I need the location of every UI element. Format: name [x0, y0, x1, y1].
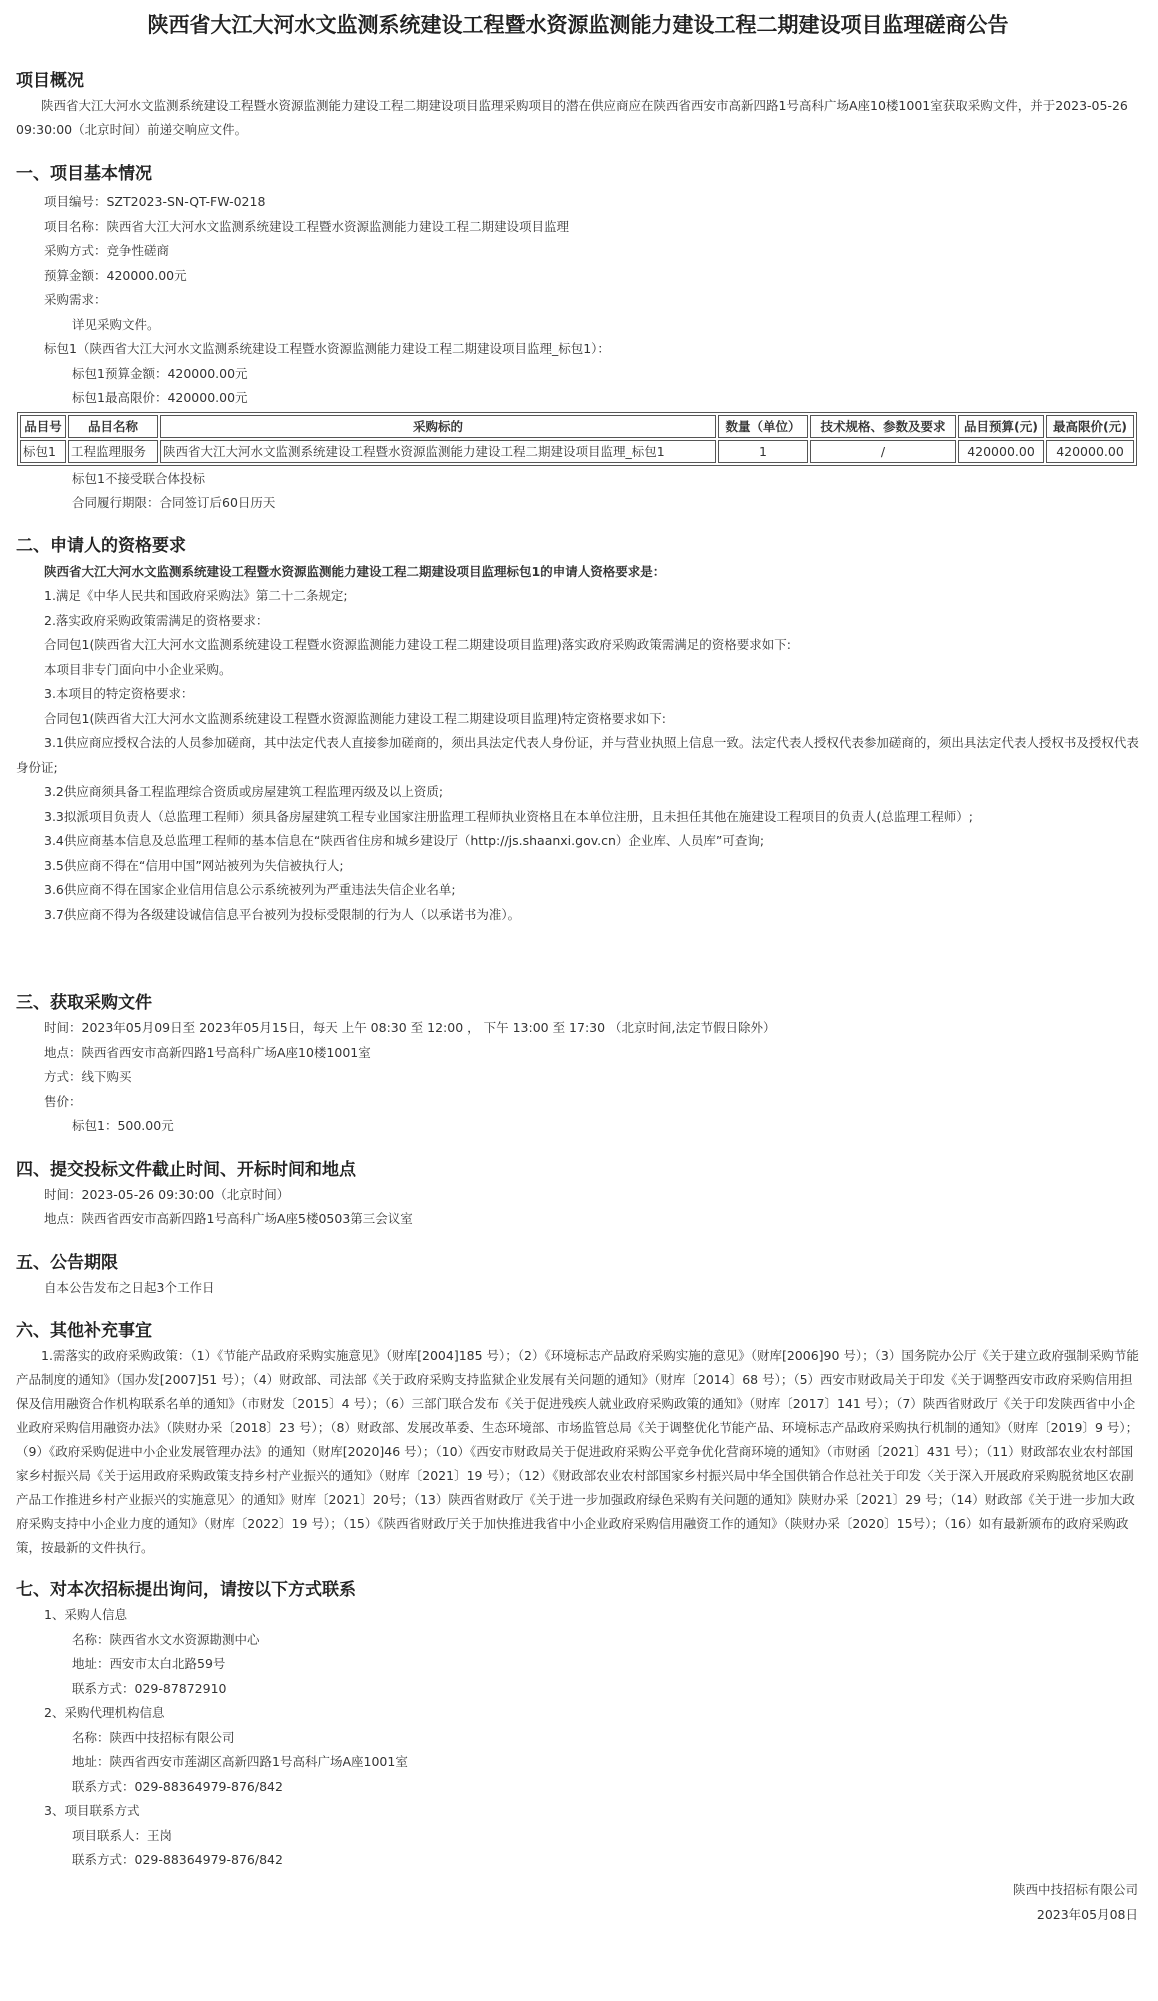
table-header: 数量（单位） [718, 415, 808, 438]
document-method: 方式：线下购买 [44, 1069, 132, 1084]
document-price: 标包1：500.00元 [72, 1118, 174, 1133]
package-budget: 标包1预算金额：420000.00元 [72, 365, 248, 381]
table-cell: 标包1 [20, 440, 66, 463]
qualification-item: 3.1供应商应授权合法的人员参加磋商，其中法定代表人直接参加磋商的，须出具法定代表人身份证，并与营业执照上信息一致。法定代表人授权代表参加磋商的，须出具法定代表人授权书及授权代表身份证; [16, 735, 1139, 775]
table-cell: 陕西省大江大河水文监测系统建设工程暨水资源监测能力建设工程二期建设项目监理_标包1 [160, 440, 716, 463]
procurement-method: 采购方式：竞争性磋商 [44, 243, 170, 258]
purchaser-info-title: 1、采购人信息 [44, 1607, 127, 1622]
notice-period: 自本公告发布之日起3个工作日 [44, 1279, 215, 1295]
policy-text: 1.需落实的政府采购政策：（1）《节能产品政府采购实施意见》（财库[2004]185 号）；（2）《环境标志产品政府采购实施的意见》（财库[2006]90 号）；（3）国务院办公厅《关于建立政府强制采购节能产品制度的通知》（国办发[2007]51 号）；（4）财政部、司法部《关于政府采购支持监狱企业发展有关问题的通知》（财库〔2014〕68 号）；（5）西安市财政局关于印发《关于调整西安市政府采购信用担保及信用融资合作机构联系名单的通知》（市财发〔2015〕4 号）；（6）三部门联合发布《关于促进残疾人就业政府采购政策的通知》（财库〔2017〕141 号）；（7）陕西省财政厅《关于印发陕西省中小企业政府采购信用融资办法》（陕财办采〔2018〕23 号）；（8）财政部、发展改革委、生态环境部、市场监管总局《关于调整优化节能产品、环境标志产品政府采购执行机制的通知》（财库〔2019〕9 号）；（9）《政府采购促进中小企业发展管理办法》的通知（财库[2020]46 号）；（10）《西安市财政局关于促进政府采购公平竞争优化营商环境的通知》（市财函〔2021〕431 号）；（11）财政部农业农村部国家乡村振兴局《关于运用政府采购政策支持乡村产业振兴的通知》（财库〔2021〕19 号）；（12）《财政部农业农村部国家乡村振兴局中华全国供销合作总社关于印发〈关于深入开展政府采购脱贫地区农副产品工作推进乡村产业振兴的实施意见〉的通知》财库〔2021〕20号；（13）陕西省财政厅《关于进一步加强政府绿色采购有关问题的通知》陕财办采〔2021〕29 号；（14）财政部《关于进一步加大政府采购支持中小企业力度的通知》（财库〔2022〕19 号）；（15）《陕西省财政厅关于加快推进我省中小企业政府采购信用融资工作的通知》（陕财办采〔2020〕15号）；（16）如有最新颁布的政府采购政策，按最新的文件执行。 [16, 1348, 1139, 1555]
section1-heading: 一、项目基本情况 [16, 164, 152, 184]
submission-time: 时间：2023-05-26 09:30:00（北京时间） [44, 1186, 290, 1202]
qualification-item: 3.3拟派项目负责人（总监理工程师）须具备房屋建筑工程专业国家注册监理工程师执业资格且在本单位注册，且未担任其他在施建设工程项目的负责人(总监理工程师）; [44, 808, 973, 824]
qualification-item: 本项目非专门面向中小企业采购。 [44, 661, 232, 677]
qualification-item: 合同包1(陕西省大江大河水文监测系统建设工程暨水资源监测能力建设工程二期建设项目监理)落实政府采购政策需满足的资格要求如下: [44, 637, 791, 652]
table-header: 品目名称 [68, 415, 158, 438]
qualification-intro: 陕西省大江大河水文监测系统建设工程暨水资源监测能力建设工程二期建设项目监理标包1的申请人资格要求是： [44, 563, 666, 579]
table-cell: 420000.00 [958, 440, 1044, 463]
document-time: 时间：2023年05月09日至 2023年05月15日，每天 上午 08:30 至 12:00 ， 下午 13:00 至 17:30 （北京时间,法定节假日除外） [44, 1020, 776, 1035]
package-title: 标包1（陕西省大江大河水文监测系统建设工程暨水资源监测能力建设工程二期建设项目监理_标包1）： [44, 341, 610, 356]
overview-heading: 项目概况 [16, 71, 84, 91]
document-price-label: 售价： [44, 1093, 82, 1109]
table-header: 技术规格、参数及要求 [810, 415, 956, 438]
overview-text: 陕西省大江大河水文监测系统建设工程暨水资源监测能力建设工程二期建设项目监理采购项目的潜在供应商应在陕西省西安市高新四路1号高科广场A座10楼1001室获取采购文件，并于2023-05-26 09:30:00（北京时间）前递交响应文件。 [16, 98, 1128, 137]
signature-date: 2023年05月08日 [1036, 1906, 1138, 1922]
project-contact-person: 项目联系人：王岗 [72, 1827, 173, 1843]
table-header: 品目号 [20, 415, 66, 438]
table-header-row [20, 415, 1134, 438]
table-cell: 1 [718, 440, 808, 463]
purchaser-contact: 联系方式：029-87872910 [72, 1680, 227, 1696]
no-consortium-note: 标包1不接受联合体投标 [72, 470, 205, 486]
items-table [17, 412, 1137, 466]
page-title: 陕西省大江大河水文监测系统建设工程暨水资源监测能力建设工程二期建设项目监理磋商公告 [147, 13, 1009, 37]
table-header: 最高限价(元) [1046, 415, 1134, 438]
table-cell: / [810, 440, 956, 463]
agency-info-title: 2、采购代理机构信息 [44, 1705, 165, 1720]
qualification-item: 合同包1(陕西省大江大河水文监测系统建设工程暨水资源监测能力建设工程二期建设项目监理)特定资格要求如下: [44, 710, 666, 726]
section2-heading: 二、申请人的资格要求 [16, 535, 186, 556]
signature-company: 陕西中技招标有限公司 [1012, 1881, 1138, 1897]
qualification-item: 2.落实政府采购政策需满足的资格要求： [44, 612, 269, 628]
section7-heading: 七、对本次招标提出询问，请按以下方式联系 [16, 1580, 356, 1600]
document-location: 地点：陕西省西安市高新四路1号高科广场A座10楼1001室 [44, 1044, 371, 1060]
qualification-item: 3.2供应商须具备工程监理综合资质或房屋建筑工程监理丙级及以上资质; [44, 784, 444, 799]
submission-location: 地点：陕西省西安市高新四路1号高科广场A座5楼0503第三会议室 [44, 1211, 413, 1226]
section6-heading: 六、其他补充事宜 [16, 1321, 152, 1341]
section3-heading: 三、获取采购文件 [16, 993, 152, 1013]
purchaser-name: 名称：陕西省水文水资源勘测中心 [72, 1631, 260, 1647]
section5-heading: 五、公告期限 [16, 1252, 118, 1273]
budget-amount: 预算金额：420000.00元 [44, 267, 187, 283]
project-name: 项目名称：陕西省大江大河水文监测系统建设工程暨水资源监测能力建设工程二期建设项目监理 [44, 218, 570, 234]
section1-basic-info [16, 190, 1140, 313]
project-contact-title: 3、项目联系方式 [44, 1803, 140, 1818]
qualification-item: 3.7供应商不得为各级建设诚信信息平台被列为投标受限制的行为人（以承诺书为准）。 [44, 906, 521, 922]
qualification-item: 3.6供应商不得在国家企业信用信息公示系统被列为严重违法失信企业名单; [44, 882, 456, 897]
qualification-item: 3.4供应商基本信息及总监理工程师的基本信息在“陕西省住房和城乡建设厅（http://js.shaanxi.gov.cn）企业库、人员库”可查询; [44, 833, 765, 848]
qualification-item: 3.本项目的特定资格要求： [44, 686, 194, 701]
table-row [20, 440, 1134, 463]
table-cell: 工程监理服务 [68, 440, 158, 463]
table-header: 采购标的 [160, 415, 716, 438]
qualification-item: 1.满足《中华人民共和国政府采购法》第二十二条规定; [44, 588, 348, 603]
qualification-list [16, 560, 1140, 928]
project-number: 项目编号：SZT2023-SN-QT-FW-0218 [44, 194, 266, 209]
section4-heading: 四、提交投标文件截止时间、开标时间和地点 [16, 1159, 356, 1180]
agency-address: 地址：陕西省西安市莲湖区高新四路1号高科广场A座1001室 [72, 1754, 408, 1769]
table-cell: 420000.00 [1046, 440, 1134, 463]
procurement-requirement: 采购需求： [44, 292, 107, 307]
table-header: 品目预算(元) [958, 415, 1044, 438]
qualification-item: 3.5供应商不得在“信用中国”网站被列为失信被执行人; [44, 857, 344, 873]
package-max-price: 标包1最高限价：420000.00元 [72, 390, 248, 405]
requirement-detail: 详见采购文件。 [72, 316, 160, 332]
agency-name: 名称：陕西中技招标有限公司 [72, 1729, 235, 1745]
project-contact-phone: 联系方式：029-88364979-876/842 [72, 1852, 283, 1867]
purchaser-address: 地址：西安市太白北路59号 [72, 1656, 226, 1671]
agency-contact: 联系方式：029-88364979-876/842 [72, 1778, 283, 1794]
contract-period: 合同履行期限：合同签订后60日历天 [72, 495, 276, 510]
